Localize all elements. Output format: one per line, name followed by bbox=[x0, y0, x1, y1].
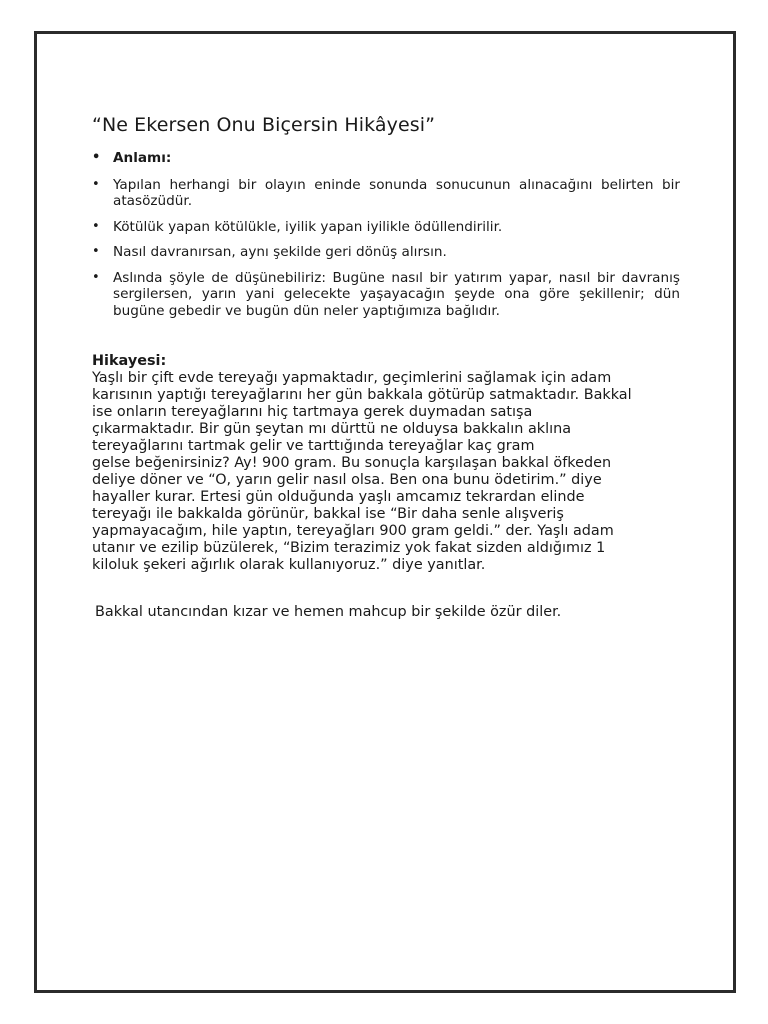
meaning-heading: Anlamı: bbox=[113, 150, 172, 166]
closing-paragraph: Bakkal utancından kızar ve hemen mahcup bir şekilde özür diler. bbox=[95, 604, 562, 620]
story-section bbox=[92, 353, 680, 574]
list-item-text: Kötülük yapan kötülükle, iyilik yapan iyilikle ödüllendirilir. bbox=[113, 218, 503, 235]
story-heading: Hikayesi: bbox=[92, 353, 167, 369]
document-title: “Ne Ekersen Onu Biçersin Hikâyesi” bbox=[92, 114, 436, 136]
list-item-text: Nasıl davranırsan, aynı şekilde geri dönüş alırsın. bbox=[113, 244, 447, 260]
list-item-text: Yapılan herhangi bir olayın eninde sonunda sonucunun alınacağını belirten bir atasözüdür. bbox=[113, 176, 680, 209]
list-item-text: Aslında şöyle de düşünebiliriz: Bugüne nasıl bir yatırım yapar, nasıl bir davranış sergilersen, yarın yani gelecekte yaşayacağın şeyde ona göre şekillenir; dün bugüne gebedir ve bugün dün neler yaptığımıza bağlıdır. bbox=[113, 269, 680, 319]
document-page bbox=[34, 31, 736, 993]
bullet-icon: • bbox=[92, 269, 100, 285]
list-item bbox=[92, 244, 680, 261]
story-text: Yaşlı bir çift evde tereyağı yapmaktadır, geçimlerini sağlamak için adam karısının yaptığı tereyağlarını her gün bakkala götürüp satmaktadır. Bakkal ise onların tereyağlarını hiç tartmaya gerek duymadan satışa çıkarmaktadır. Bir gün şeytan mı dürttü ne olduysa bakkalın aklına tereyağlarını tartmak gelir ve tarttığında tereyağlar kaç gram gelse beğenirsiniz? Ay! 900 gram. Bu sonuçla karşılaşan bakkal öfkeden deliye döner ve “O, yarın gelir nasıl olsa. Ben ona bunu ödetirim.” diye hayaller kurar. Ertesi gün olduğunda yaşlı amcamız tekrardan elinde tereyağı ile bakkalda görünür, bakkal ise “Bir daha senle alışveriş yapmayacağım, hile yaptın, tereyağları 900 gram geldi.” der. Yaşlı adam utanır ve ezilip büzülerek, “Bizim terazimiz yok fakat sizden aldığımız 1 kiloluk şekeri ağırlık olarak kullanıyoruz.” diye yanıtlar. bbox=[92, 370, 632, 573]
list-item bbox=[92, 177, 680, 210]
meaning-list bbox=[92, 150, 680, 319]
list-item bbox=[92, 270, 680, 320]
bullet-icon: • bbox=[92, 244, 100, 259]
list-item bbox=[92, 219, 680, 236]
bullet-icon: • bbox=[92, 150, 101, 165]
bullet-icon: • bbox=[92, 218, 100, 234]
list-item bbox=[92, 150, 680, 167]
bullet-icon: • bbox=[92, 176, 100, 192]
document-content bbox=[92, 114, 680, 621]
